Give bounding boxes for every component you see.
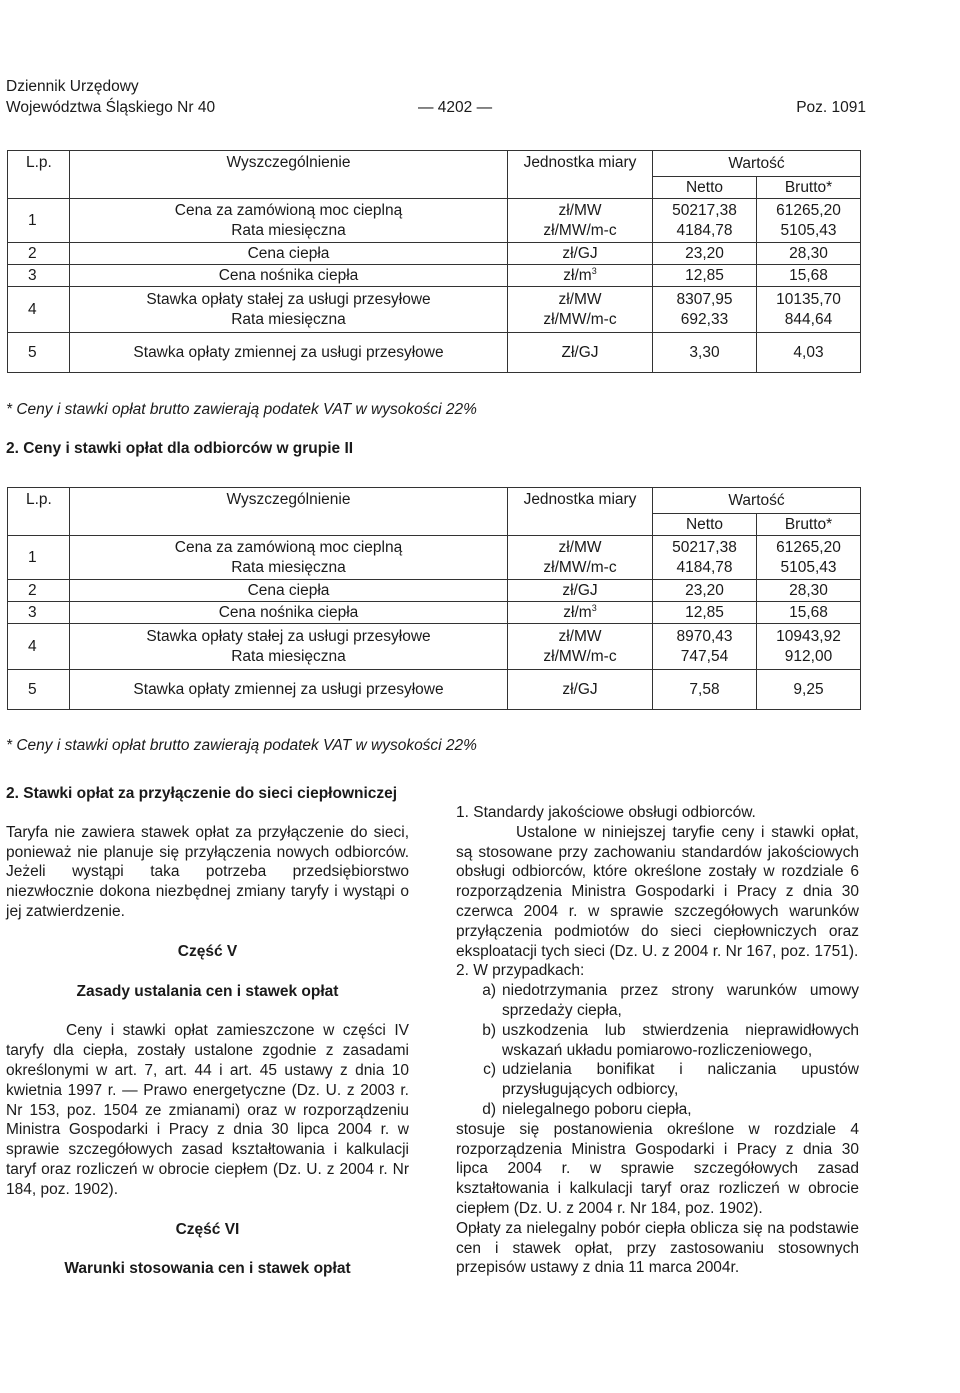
- header-netto: Netto: [653, 177, 757, 199]
- row-spec: Stawka opłaty stałej za usługi przesyłowe Rata miesięczna: [70, 287, 508, 333]
- row-brutto: 15,68: [757, 602, 861, 624]
- row-lp: 4: [8, 287, 70, 333]
- list-item: b) uszkodzenia lub stwierdzenia nieprawidłowych wskazań układu pomiarowo-rozliczeniowego,: [482, 1021, 859, 1059]
- row-spec: Cena nośnika ciepła: [70, 265, 508, 287]
- row-lp: 5: [8, 333, 70, 373]
- list-item: a) niedotrzymania przez strony warunków umowy sprzedaży ciepła,: [482, 982, 859, 1019]
- connection-fees-paragraph: Taryfa nie zawiera stawek opłat za przyłączenie do sieci, ponieważ nie planuje się przyłączenia nowych odbiorców. Jeżeli wystąpi taka potrzeba przedsiębiorstwo niezwłocznie dokona niezbędnej zmiany taryfy i wystąpi o jej zatwierdzenie.: [6, 823, 409, 920]
- table-row: [8, 199, 861, 243]
- journal-subtitle: Województwa Śląskiego Nr 40: [6, 99, 216, 116]
- header-unit: Jednostka miary: [508, 488, 653, 536]
- header-unit: Jednostka miary: [508, 151, 653, 199]
- cases-conclusion-paragraph: stosuje się postanowienia określone w rozdziale 4 rozporządzenia Ministra Gospodarki i Pracy z dnia 30 lipca 2004 r. w sprawie szczegółowych zasad kształtowania i kalkulacji taryf oraz rozliczeń w obrocie ciepłem (Dz. U. z 2004 r. Nr 184, poz. 1902).: [456, 1120, 859, 1217]
- header-value: Wartość: [653, 488, 861, 514]
- row-netto: 50217,38 4184,78: [653, 536, 757, 580]
- row-brutto: 10943,92 912,00: [757, 624, 861, 670]
- row-unit: zł/MW zł/MW/m-c: [508, 199, 653, 243]
- row-unit: zł/MW zł/MW/m-c: [508, 624, 653, 670]
- table-row: [8, 243, 861, 265]
- row-brutto: 10135,70 844,64: [757, 287, 861, 333]
- section-heading-group-2: 2. Ceny i stawki opłat dla odbiorców w grupie II: [6, 440, 354, 457]
- row-lp: 4: [8, 624, 70, 670]
- part-5-title: Część V: [177, 942, 238, 960]
- left-column: [6, 784, 409, 1279]
- row-lp: 2: [8, 243, 70, 265]
- row-lp: 3: [8, 265, 70, 287]
- row-lp: 5: [8, 670, 70, 710]
- row-spec: Cena za zamówioną moc cieplną Rata miesięczna: [70, 199, 508, 243]
- row-netto: 8307,95 692,33: [653, 287, 757, 333]
- row-netto: 8970,43 747,54: [653, 624, 757, 670]
- table-row: [8, 287, 861, 333]
- page-number: — 4202 —: [418, 99, 493, 116]
- row-spec: Cena ciepła: [70, 580, 508, 602]
- row-spec: Cena nośnika ciepła: [70, 602, 508, 624]
- row-spec: Cena ciepła: [70, 243, 508, 265]
- row-netto: 50217,38 4184,78: [653, 199, 757, 243]
- row-netto: 23,20: [653, 243, 757, 265]
- tariff-table-2: [7, 487, 861, 710]
- row-brutto: 15,68: [757, 265, 861, 287]
- standards-item: 1. Standardy jakościowe obsługi odbiorców.: [456, 804, 756, 821]
- row-unit: zł/GJ: [508, 670, 653, 710]
- row-netto: 7,58: [653, 670, 757, 710]
- position-number: Poz. 1091: [796, 99, 866, 116]
- row-unit: zł/MW zł/MW/m-c: [508, 287, 653, 333]
- table-row: [8, 265, 861, 287]
- journal-title: Dziennik Urzędowy: [6, 78, 139, 95]
- part-5-paragraph: Ceny i stawki opłat zamieszczone w części IV taryfy dla ciepła, zostały ustalone zgodnie z zasadami określonymi w art. 7, art. 44 i art. 45 ustawy z dnia 10 kwietnia 1997 r. — Prawo energetyczne (Dz. U. z 2003 r. Nr 153, poz. 1504 ze zmianami) oraz w rozporządzeniu Ministra Gospodarki i Pracy z dnia 30 lipca 2004 r. w sprawie szczegółowych zasad kształtowania i kalkulacji taryf oraz rozliczeń w obrocie ciepłem (Dz. U. z 2004 r. Nr 184, poz. 1902).: [6, 1022, 409, 1198]
- connection-fees-heading: 2. Stawki opłat za przyłączenie do sieci ciepłowniczej: [6, 785, 398, 802]
- row-spec: Stawka opłaty zmiennej za usługi przesyłowe: [70, 670, 508, 710]
- row-brutto: 61265,20 5105,43: [757, 199, 861, 243]
- row-netto: 12,85: [653, 602, 757, 624]
- row-brutto: 4,03: [757, 333, 861, 373]
- row-unit: Zł/GJ: [508, 333, 653, 373]
- part-6-title: Część VI: [175, 1220, 240, 1238]
- list-item: c) udzielania bonifikat i naliczania upustów przysługujących odbiorcy,: [483, 1061, 859, 1099]
- header-brutto: Brutto*: [757, 177, 861, 199]
- table-row: [8, 580, 861, 602]
- row-unit: $zł/m^3$: [508, 265, 653, 287]
- row-unit: zł/GJ: [508, 243, 653, 265]
- row-unit: zł/MW zł/MW/m-c: [508, 536, 653, 580]
- part-5-subtitle: Zasady ustalania cen i stawek opłat: [76, 982, 339, 1000]
- row-spec: Stawka opłaty stałej za usługi przesyłowe Rata miesięczna: [70, 624, 508, 670]
- list-item: d) nielegalnego poboru ciepła,: [482, 1100, 692, 1118]
- part-6-subtitle: Warunki stosowania cen i stawek opłat: [64, 1260, 351, 1278]
- illegal-consumption-paragraph: Opłaty za nielegalny pobór ciepła oblicza się na podstawie cen i stawek opłat, przy zastosowaniu stosownych przepisów ustawy z dnia 11 marca 2004r.: [456, 1219, 859, 1277]
- header-spec: Wyszczególnienie: [70, 488, 508, 536]
- right-column: [456, 803, 859, 1278]
- cases-item: 2. W przypadkach:: [456, 962, 585, 980]
- header-value: Wartość: [653, 151, 861, 177]
- row-netto: 12,85: [653, 265, 757, 287]
- row-brutto: 28,30: [757, 243, 861, 265]
- row-netto: 23,20: [653, 580, 757, 602]
- table-row: [8, 333, 861, 373]
- row-spec: Stawka opłaty zmiennej za usługi przesyłowe: [70, 333, 508, 373]
- row-lp: 1: [8, 199, 70, 243]
- row-lp: 2: [8, 580, 70, 602]
- row-lp: 1: [8, 536, 70, 580]
- row-spec: Cena za zamówioną moc cieplną Rata miesięczna: [70, 536, 508, 580]
- row-brutto: 9,25: [757, 670, 861, 710]
- vat-note-1: * Ceny i stawki opłat brutto zawierają podatek VAT w wysokości 22%: [6, 401, 477, 418]
- header-netto: Netto: [653, 514, 757, 536]
- row-brutto: 61265,20 5105,43: [757, 536, 861, 580]
- row-unit: zł/GJ: [508, 580, 653, 602]
- page-header: [6, 78, 866, 122]
- row-unit: $zł/m^3$: [508, 602, 653, 624]
- table-row: [8, 624, 861, 670]
- row-brutto: 28,30: [757, 580, 861, 602]
- table-row: [8, 670, 861, 710]
- vat-note-2: * Ceny i stawki opłat brutto zawierają podatek VAT w wysokości 22%: [6, 737, 477, 754]
- table-row: [8, 602, 861, 624]
- row-lp: 3: [8, 602, 70, 624]
- header-spec: Wyszczególnienie: [70, 151, 508, 199]
- header-brutto: Brutto*: [757, 514, 861, 536]
- row-netto: 3,30: [653, 333, 757, 373]
- table-row: [8, 536, 861, 580]
- header-lp: L.p.: [8, 488, 70, 536]
- standards-paragraph: Ustalone w niniejszej taryfie ceny i stawki opłat, są stosowane przy zachowaniu standardów jakościowych obsługi odbiorców, które określone zostały w rozdziale 6 rozporządzenia Ministra Gospodarki i Pracy z dnia 30 czerwca 2004 r. w sprawie szczegółowych warunków przyłączenia podmiotów do sieci ciepłowniczych oraz eksploatacji tych sieci (Dz. U. z 2004 r. Nr 167, poz. 1751).: [456, 823, 859, 960]
- header-lp: L.p.: [8, 151, 70, 199]
- tariff-table-1: [7, 150, 861, 373]
